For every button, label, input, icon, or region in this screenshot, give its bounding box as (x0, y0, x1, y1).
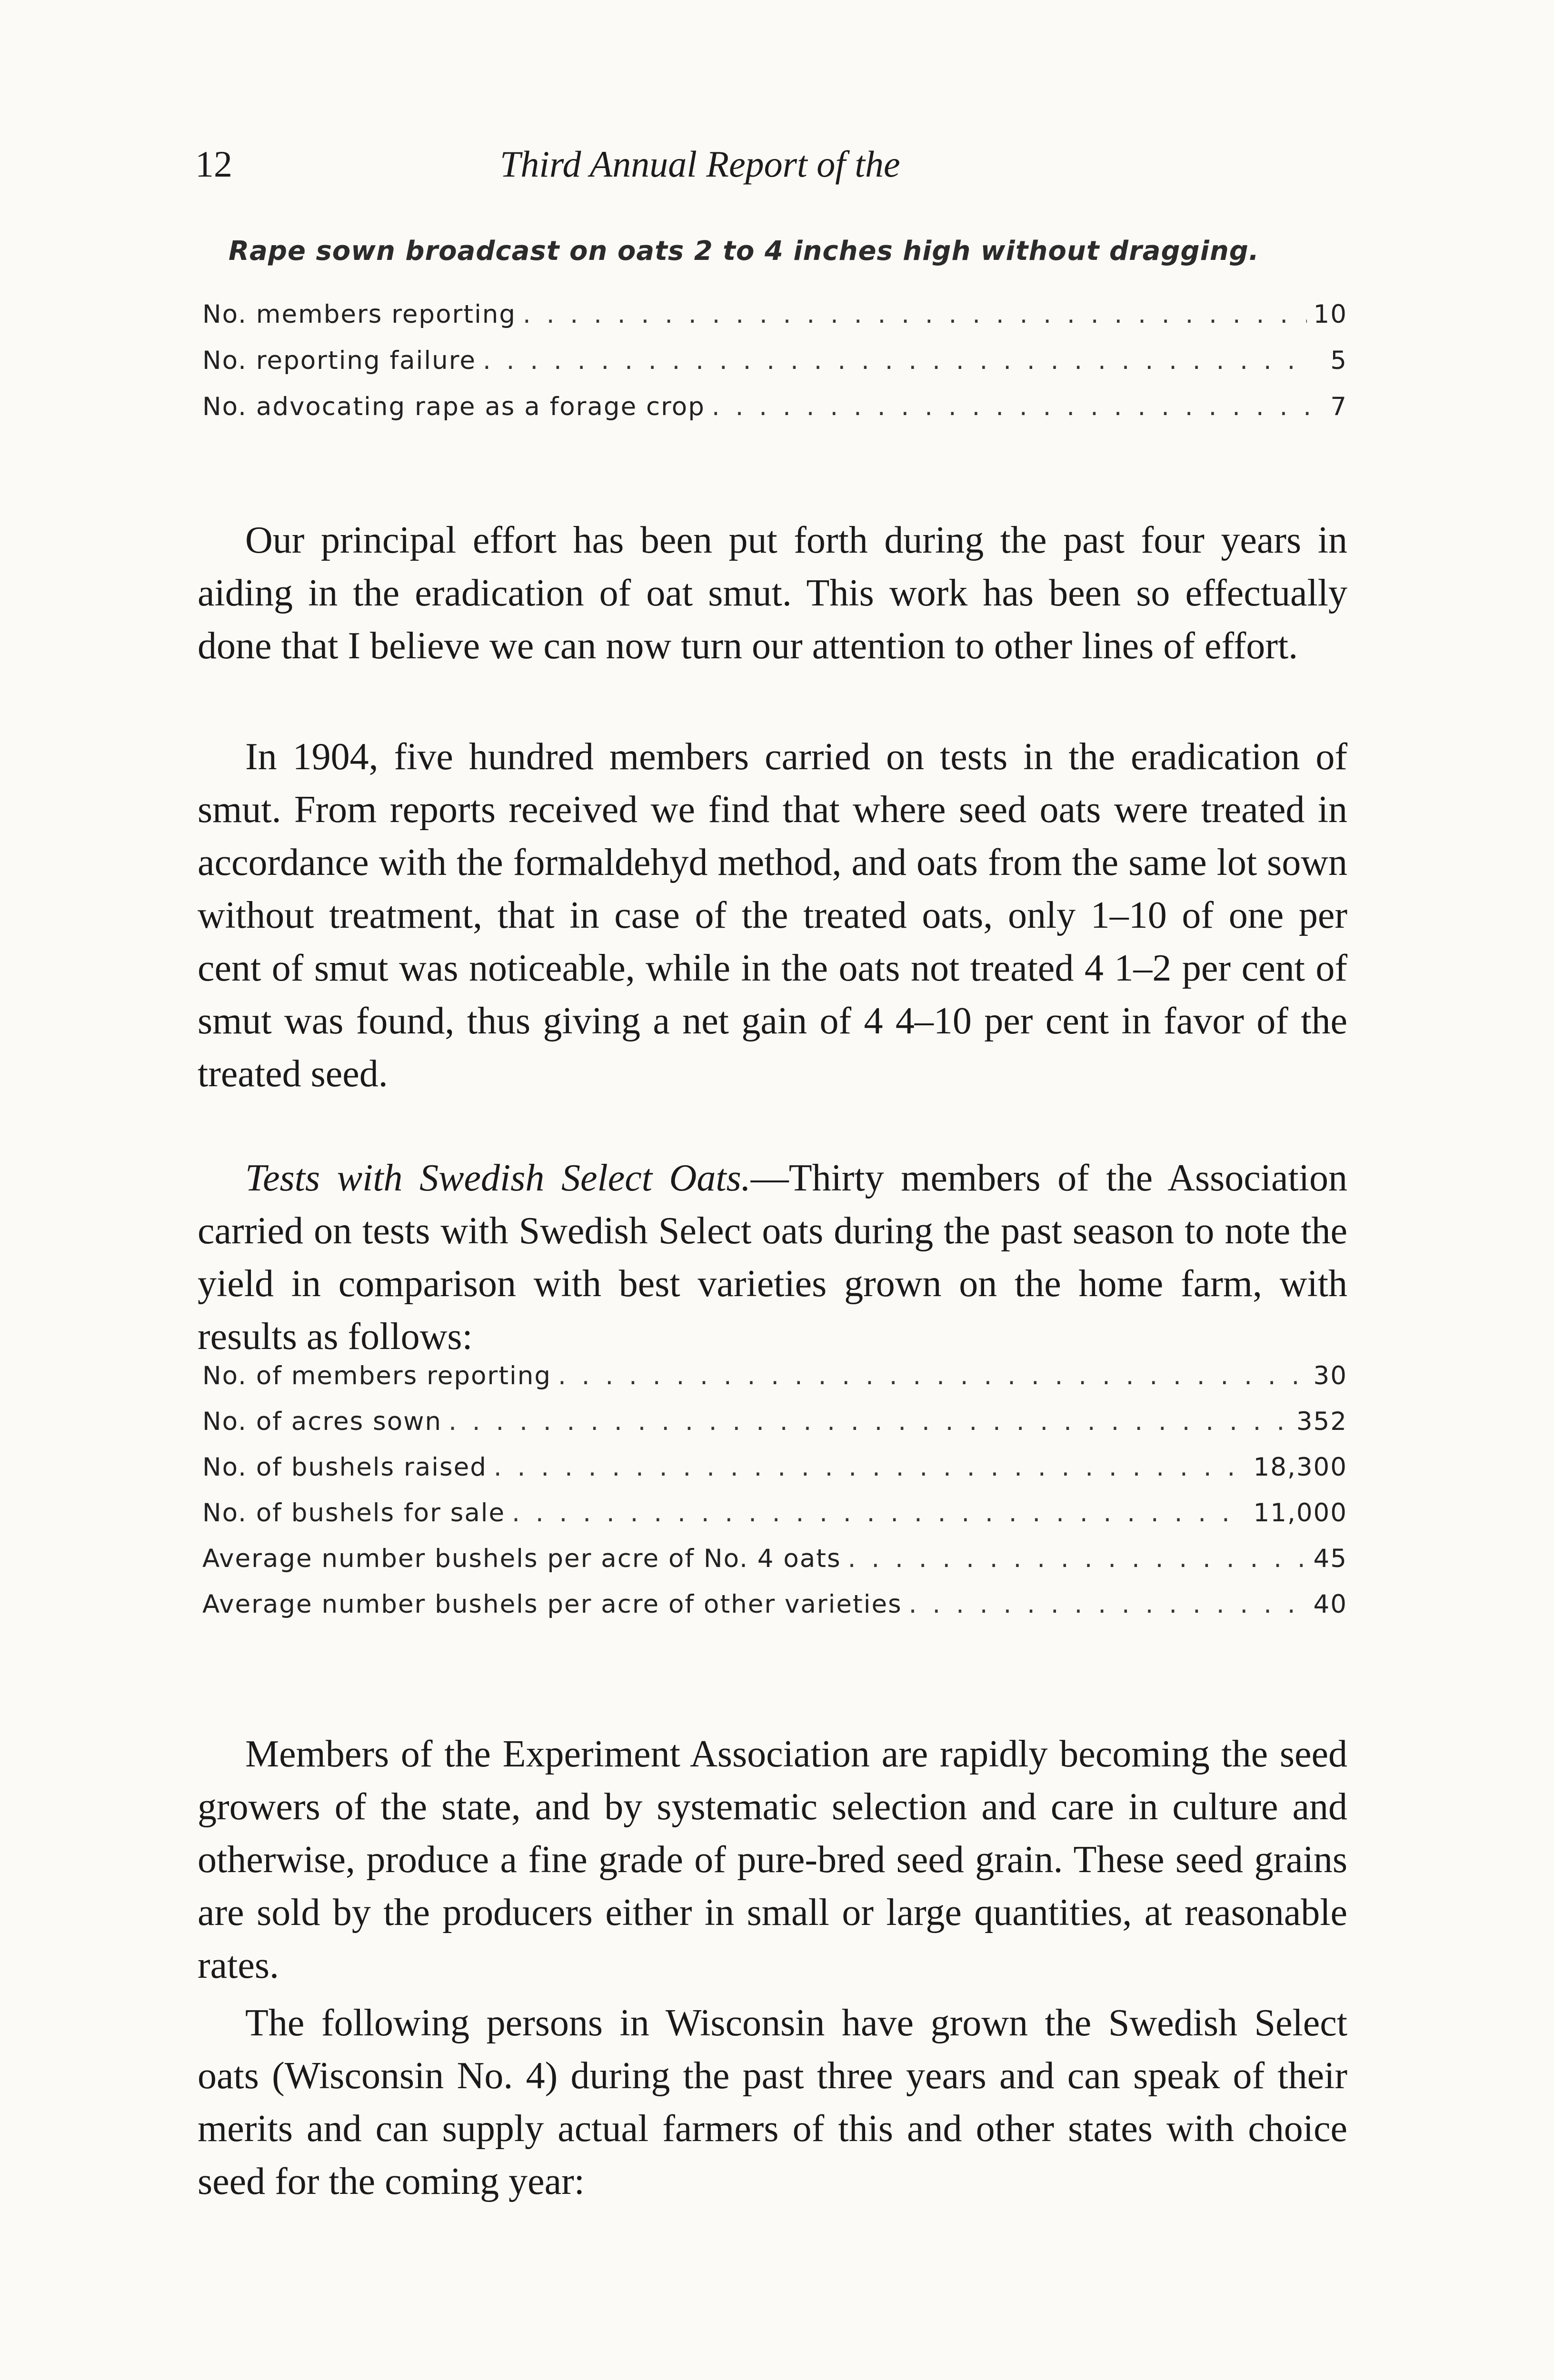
row-value: 11,000 (1253, 1498, 1347, 1527)
table-row (202, 1590, 1347, 1636)
row-label: Average number bushels per acre of other varieties (202, 1590, 902, 1619)
paragraph-oat-smut-effort: Our principal effort has been put forth during the past four years in aiding in the eradication of oat smut. This work has been so effectually done that I believe we can now turn our attention to other lines of effort. (198, 519, 1347, 667)
row-label: No. advocating rape as a forage crop (202, 392, 705, 421)
row-value: 10 (1313, 300, 1347, 329)
dot-leader (494, 1453, 1247, 1482)
row-label: Average number bushels per acre of No. 4 oats (202, 1544, 841, 1573)
paragraph-seed-growers: Members of the Experiment Association are rapidly becoming the seed growers of the state, and by systematic selection and care in culture and otherwise, produce a fine grade of pure-bred seed grain. These seed grains are sold by the producers either in small or large quantities, at reasonable rates. (198, 1733, 1347, 1986)
paragraph-smut-tests-1904: In 1904, five hundred members carried on tests in the eradication of smut. From reports received we find that where seed oats were treated in accordance with the formaldehyd method, and oats from the same lot sown without treatment, that in case of the treated oats, only 1–10 of one per cent of smut was noticeable, while in the oats not treated 4 1–2 per cent of smut was found, thus giving a net gain of 4 4–10 per cent in favor of the treated seed. (198, 736, 1347, 1095)
dot-leader (848, 1544, 1307, 1573)
paragraph-growers-list-intro: The following persons in Wisconsin have grown the Swedish Select oats (Wisconsin No. 4) during the past three years and can speak of their merits and can supply actual farmers of this and other states with choice seed for the coming year: (198, 2002, 1347, 2202)
paragraph-swedish-select-tests (198, 1152, 1347, 1363)
row-value: 40 (1313, 1590, 1347, 1619)
dot-leader (712, 392, 1312, 421)
paragraph-italic-heading: Tests with Swedish Select Oats. (245, 1157, 751, 1199)
rape-table-caption: Rape sown broadcast on oats 2 to 4 inches high without dragging. (229, 236, 1260, 267)
table-row (202, 1407, 1347, 1453)
row-label: No. of bushels raised (202, 1453, 487, 1482)
row-label: No. of bushels for sale (202, 1498, 506, 1527)
row-label: No. of members reporting (202, 1361, 551, 1390)
table-row (202, 346, 1347, 392)
dot-leader (909, 1590, 1307, 1619)
page-header (195, 143, 1347, 209)
row-value: 30 (1313, 1361, 1347, 1390)
dot-leader (523, 300, 1307, 329)
row-value: 352 (1296, 1407, 1347, 1436)
dot-leader (483, 346, 1312, 375)
dot-leader (512, 1498, 1246, 1527)
row-value: 7 (1330, 392, 1347, 421)
table-row (202, 392, 1347, 438)
dot-leader (448, 1407, 1290, 1436)
table-row (202, 300, 1347, 346)
page-number: 12 (195, 143, 232, 185)
table-row (202, 1361, 1347, 1407)
dot-leader (558, 1361, 1307, 1390)
row-label: No. reporting failure (202, 346, 476, 375)
paragraph-body: —Thirty members of the Association carried on tests with Swedish Select oats during the past season to note the yield in comparison with best varieties grown on the home farm, with results as follows: (198, 1157, 1347, 1358)
table-row (202, 1544, 1347, 1590)
row-label: No. members reporting (202, 300, 517, 329)
oats-results-table (202, 1361, 1347, 1636)
row-label: No. of acres sown (202, 1407, 442, 1436)
table-row (202, 1453, 1347, 1498)
running-title: Third Annual Report of the (500, 143, 900, 185)
rape-statistics-table (202, 300, 1347, 438)
table-row (202, 1498, 1347, 1544)
row-value: 18,300 (1253, 1453, 1347, 1482)
row-value: 5 (1330, 346, 1347, 375)
row-value: 45 (1313, 1544, 1347, 1573)
